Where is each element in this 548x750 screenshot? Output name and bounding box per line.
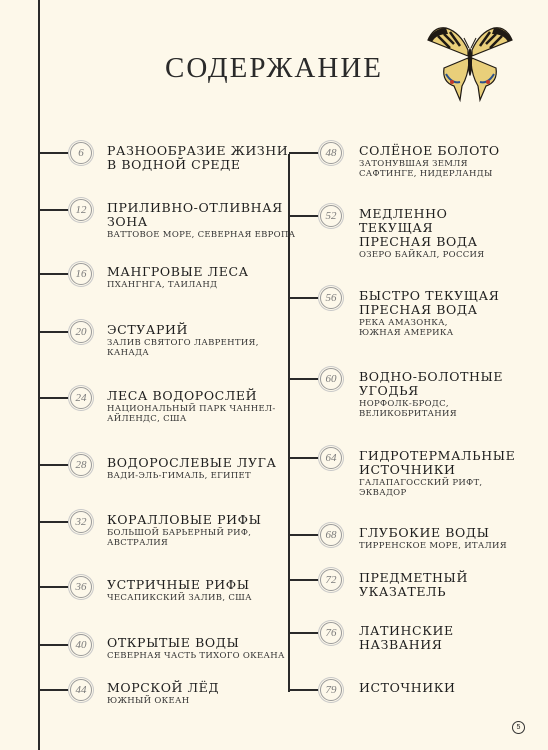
toc-branch-line: [39, 586, 72, 588]
toc-entry-title[interactable]: МАНГРОВЫЕ ЛЕСА: [107, 264, 249, 279]
toc-entry-location: СЕВЕРНАЯ ЧАСТЬ ТИХОГО ОКЕАНА: [107, 651, 285, 661]
toc-entry-location: ЮЖНЫЙ ОКЕАН: [107, 696, 190, 706]
toc-entry-title[interactable]: РАЗНООБРАЗИЕ ЖИЗНИ: [107, 143, 289, 158]
toc-entry-location: ЭКВАДОР: [359, 488, 407, 498]
toc-page-number[interactable]: 16: [70, 263, 92, 285]
toc-entry-title[interactable]: БЫСТРО ТЕКУЩАЯ: [359, 288, 500, 303]
toc-branch-line: [289, 215, 322, 217]
toc-entry-location: НОРФОЛК-БРОДС,: [359, 399, 449, 409]
toc-entry-title[interactable]: ПРЕСНАЯ ВОДА: [359, 302, 478, 317]
toc-page-number[interactable]: 24: [70, 387, 92, 409]
toc-entry-title[interactable]: ЛАТИНСКИЕ: [359, 623, 454, 638]
toc-entry-title[interactable]: ИСТОЧНИКИ: [359, 680, 456, 695]
toc-page-number[interactable]: 72: [320, 569, 342, 591]
toc-page-number[interactable]: 12: [70, 199, 92, 221]
toc-entry-location: ЧЕСАПИКСКИЙ ЗАЛИВ, США: [107, 593, 252, 603]
toc-entry-title[interactable]: ИСТОЧНИКИ: [359, 462, 456, 477]
toc-entry-title[interactable]: ГИДРОТЕРМАЛЬНЫЕ: [359, 448, 516, 463]
toc-branch-line: [289, 689, 322, 691]
page-title: СОДЕРЖАНИЕ: [165, 52, 383, 84]
toc-entry-title[interactable]: СОЛЁНОЕ БОЛОТО: [359, 143, 500, 158]
toc-page-number[interactable]: 40: [70, 634, 92, 656]
toc-branch-line: [39, 397, 72, 399]
toc-branch-line: [289, 579, 322, 581]
toc-page-number[interactable]: 56: [320, 287, 342, 309]
toc-entry-location: ЗАЛИВ СВЯТОГО ЛАВРЕНТИЯ,: [107, 338, 259, 348]
toc-branch-line: [289, 632, 322, 634]
toc-branch-line: [289, 378, 322, 380]
toc-entry-location: АЙЛЕНДС, США: [107, 414, 187, 424]
page-number: 5: [512, 721, 525, 734]
toc-entry-title[interactable]: НАЗВАНИЯ: [359, 637, 443, 652]
toc-entry-location: АВСТРАЛИЯ: [107, 538, 169, 548]
left-timeline-line: [38, 0, 40, 750]
toc-entry-title[interactable]: ВОДОРОСЛЕВЫЕ ЛУГА: [107, 455, 277, 470]
toc-entry-title[interactable]: ПРИЛИВНО-ОТЛИВНАЯ: [107, 200, 283, 215]
toc-entry-location: ЮЖНАЯ АМЕРИКА: [359, 328, 454, 338]
toc-entry-location: ВЕЛИКОБРИТАНИЯ: [359, 409, 457, 419]
toc-branch-line: [289, 297, 322, 299]
toc-branch-line: [289, 534, 322, 536]
toc-page-number[interactable]: 20: [70, 321, 92, 343]
toc-branch-line: [39, 273, 72, 275]
toc-entry-location: ВАДИ-ЭЛЬ-ГИМАЛЬ, ЕГИПЕТ: [107, 471, 251, 481]
toc-branch-line: [39, 152, 72, 154]
toc-entry-title[interactable]: ЛЕСА ВОДОРОСЛЕЙ: [107, 388, 258, 403]
toc-branch-line: [39, 689, 72, 691]
toc-entry-location: ВАТТОВОЕ МОРЕ, СЕВЕРНАЯ ЕВРОПА: [107, 230, 296, 240]
toc-branch-line: [39, 521, 72, 523]
toc-entry-title[interactable]: ВОДНО-БОЛОТНЫЕ: [359, 369, 504, 384]
toc-page-number[interactable]: 79: [320, 679, 342, 701]
toc-entry-title[interactable]: КОРАЛЛОВЫЕ РИФЫ: [107, 512, 262, 527]
toc-page-number[interactable]: 52: [320, 205, 342, 227]
toc-entry-location: НАЦИОНАЛЬНЫЙ ПАРК ЧАННЕЛ-: [107, 404, 276, 414]
toc-branch-line: [39, 209, 72, 211]
toc-entry-location: ТИРРЕНСКОЕ МОРЕ, ИТАЛИЯ: [359, 541, 507, 551]
toc-entry-location: ЗАТОНУВШАЯ ЗЕМЛЯ: [359, 159, 468, 169]
toc-page-number[interactable]: 48: [320, 142, 342, 164]
toc-branch-line: [39, 331, 72, 333]
toc-entry-title[interactable]: МОРСКОЙ ЛЁД: [107, 680, 220, 695]
toc-branch-line: [289, 152, 322, 154]
toc-page-number[interactable]: 6: [70, 142, 92, 164]
toc-branch-line: [39, 644, 72, 646]
toc-branch-line: [289, 457, 322, 459]
toc-entry-location: ОЗЕРО БАЙКАЛ, РОССИЯ: [359, 250, 485, 260]
swallowtail-butterfly-icon: [424, 20, 516, 106]
toc-entry-title[interactable]: ПРЕДМЕТНЫЙ: [359, 570, 468, 585]
toc-entry-location: САФТИНГЕ, НИДЕРЛАНДЫ: [359, 169, 493, 179]
toc-entry-title[interactable]: ТЕКУЩАЯ: [359, 220, 434, 235]
toc-page-number[interactable]: 28: [70, 454, 92, 476]
toc-entry-location: КАНАДА: [107, 348, 150, 358]
toc-entry-title[interactable]: ОТКРЫТЫЕ ВОДЫ: [107, 635, 240, 650]
toc-entry-location: РЕКА АМАЗОНКА,: [359, 318, 448, 328]
toc-page-number[interactable]: 32: [70, 511, 92, 533]
toc-entry-title[interactable]: В ВОДНОЙ СРЕДЕ: [107, 157, 241, 172]
toc-entry-location: ГАЛАПАГОССКИЙ РИФТ,: [359, 478, 483, 488]
toc-entry-title[interactable]: ЭСТУАРИЙ: [107, 322, 188, 337]
toc-page-number[interactable]: 76: [320, 622, 342, 644]
toc-entry-title[interactable]: ЗОНА: [107, 214, 148, 229]
toc-entry-location: БОЛЬШОЙ БАРЬЕРНЫЙ РИФ,: [107, 528, 252, 538]
toc-page-number[interactable]: 36: [70, 576, 92, 598]
toc-entry-title[interactable]: УСТРИЧНЫЕ РИФЫ: [107, 577, 250, 592]
toc-entry-title[interactable]: МЕДЛЕННО: [359, 206, 448, 221]
toc-page-number[interactable]: 44: [70, 679, 92, 701]
toc-page-number[interactable]: 60: [320, 368, 342, 390]
toc-entry-title[interactable]: ПРЕСНАЯ ВОДА: [359, 234, 478, 249]
toc-page-number[interactable]: 64: [320, 447, 342, 469]
toc-entry-title[interactable]: УКАЗАТЕЛЬ: [359, 584, 447, 599]
toc-entry-title[interactable]: ГЛУБОКИЕ ВОДЫ: [359, 525, 490, 540]
toc-page-number[interactable]: 68: [320, 524, 342, 546]
toc-branch-line: [39, 464, 72, 466]
toc-entry-location: ПХАНГНГА, ТАИЛАНД: [107, 280, 218, 290]
toc-entry-title[interactable]: УГОДЬЯ: [359, 383, 419, 398]
